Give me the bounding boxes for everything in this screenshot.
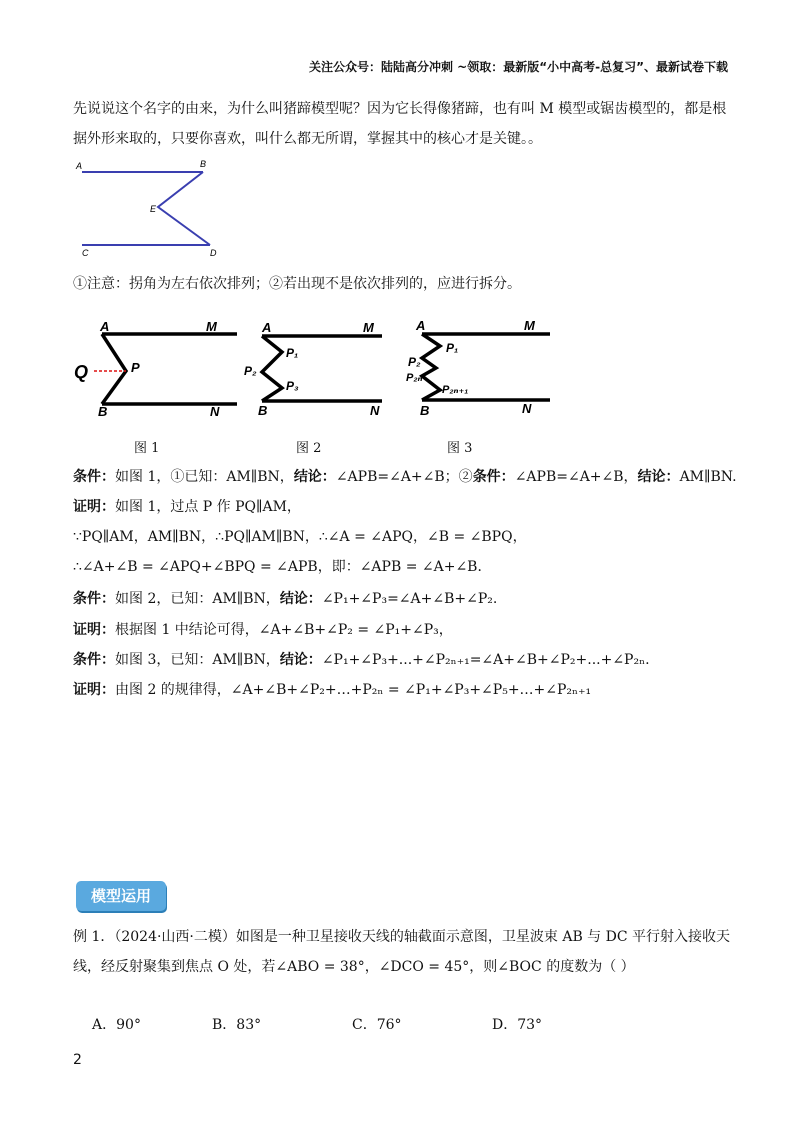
fig2-label-a: A [262,320,272,335]
figure-2-caption: 图 2 [296,441,322,456]
fig1-label-m: M [206,319,217,334]
fig2-label-p3: P₃ [286,379,299,393]
zigzag-figure [70,155,230,265]
page-header: 关注公众号：陆陆高分冲刺 ~领取：最新版“小中高考-总复习”、最新试卷下载 [309,60,728,74]
l6-a: 根据图 1 中结论可得，∠A+∠B+∠P₂ = ∠P₁+∠P₃， [115,622,453,638]
fig3-label-p2n: P₂ₙ [406,372,423,384]
fig1-label-a: A [100,319,110,334]
option-d[interactable] [492,1010,542,1040]
figure-1-caption: 图 1 [134,441,160,456]
fig0-label-b: B [200,159,207,169]
l8-a: 由图 2 的规律得，∠A+∠B+∠P₂+…+P₂ₙ = ∠P₁+∠P₃+∠P₅+…+∠P₂ₙ₊₁ [115,682,592,698]
example-line-2: 线，经反射聚集到焦点 O 处，若∠ABO = 38°，∠DCO = 45°，则∠BOC 的度数为（ ） [73,959,635,975]
proof-label: 证明： [73,682,115,698]
fig0-label-c: C [82,248,89,258]
option-d-value: 73° [517,1017,543,1033]
option-c-value: 76° [376,1017,402,1033]
proof-label: 证明： [73,622,115,638]
condition-label: 条件： [73,469,115,485]
conclusion-label: 结论： [279,652,322,668]
note-line: ①注意：拐角为左右依次排列；②若出现不是依次排列的，应进行拆分。 [73,276,521,292]
option-c[interactable] [352,1010,402,1040]
option-a[interactable] [92,1010,141,1040]
intro-line-1: 先说说这个名字的由来，为什么叫猪蹄模型呢？因为它长得像猪蹄，也有叫 M 模型或锯齿模型的，都是根 [73,101,727,117]
l1-c: ∠APB=∠A+∠B， [514,469,638,485]
option-b-label: B． [212,1017,237,1033]
fig3-label-b: B [420,403,430,418]
content-line-8 [73,675,591,705]
option-b-value: 83° [236,1017,262,1033]
l7-b: ∠P₁+∠P₃+...+∠P₂ₙ₊₁=∠A+∠B+∠P₂+...+∠P₂ₙ. [321,652,650,668]
condition-label: 条件： [472,469,515,485]
fig3-label-n: N [522,401,532,416]
content-line-4: ∴∠A+∠B = ∠APQ+∠BPQ = ∠APB，即：∠APB = ∠A+∠B． [73,559,492,575]
conclusion-label: 结论： [637,469,680,485]
fig3-label-p2n1: P₂ₙ₊₁ [442,384,469,396]
content-line-6 [73,615,453,645]
content-line-3: ∵PQ∥AM，AM∥BN，∴PQ∥AM∥BN，∴∠A = ∠APQ，∠B = ∠BPQ， [73,529,527,545]
fig1-label-q: Q [74,362,89,382]
figure-2 [240,316,400,426]
l5-a: 如图 2，已知：AM∥BN， [115,591,280,607]
fig0-label-e: E [150,204,157,214]
l1-d: AM∥BN. [679,469,737,485]
fig1-label-n: N [210,404,220,419]
l1-b: ∠APB=∠A+∠B；② [335,469,473,485]
l1-a: 如图 1，①已知：AM∥BN， [115,469,294,485]
content-line-2 [73,492,301,522]
figure-3 [402,316,562,426]
proof-label: 证明： [73,499,115,515]
condition-label: 条件： [73,652,115,668]
l5-b: ∠P₁+∠P₃=∠A+∠B+∠P₂. [321,591,498,607]
conclusion-label: 结论： [279,591,322,607]
fig2-label-b: B [258,403,268,418]
fig3-label-p1: P₁ [446,341,459,355]
example-line-1: 例 1．（2024·山西·二模）如图是一种卫星接收天线的轴截面示意图，卫星波束 AB 与 DC 平行射入接收天 [73,929,731,945]
fig2-label-m: M [363,320,374,335]
option-d-label: D． [492,1017,518,1033]
intro-line-2: 据外形来取的，只要你喜欢，叫什么都无所谓，掌握其中的核心才是关键。。 [73,131,542,147]
option-b[interactable] [212,1010,261,1040]
l7-a: 如图 3，已知：AM∥BN， [115,652,280,668]
figure-1 [72,316,242,426]
conclusion-label: 结论： [293,469,336,485]
content-line-1 [73,462,737,492]
fig3-label-m: M [524,318,535,333]
fig1-label-b: B [98,404,108,419]
fig0-label-d: D [210,248,217,258]
page-number: 2 [73,1052,82,1068]
option-a-label: A． [92,1017,117,1033]
fig3-label-p2: P₂ [408,355,421,369]
fig2-label-p2: P₂ [244,364,257,378]
fig0-label-a: A [76,161,83,171]
content-line-7 [73,645,650,675]
content-line-5 [73,584,497,614]
figure-3-caption: 图 3 [447,441,473,456]
fig2-label-n: N [370,403,380,418]
option-c-label: C． [352,1017,377,1033]
section-badge: 模型运用 [76,881,166,911]
fig3-label-a: A [416,318,426,333]
condition-label: 条件： [73,591,115,607]
fig1-label-p: P [131,360,140,375]
option-a-value: 90° [116,1017,141,1033]
l2-a: 如图 1，过点 P 作 PQ∥AM， [115,499,301,515]
fig2-label-p1: P₁ [286,346,299,360]
